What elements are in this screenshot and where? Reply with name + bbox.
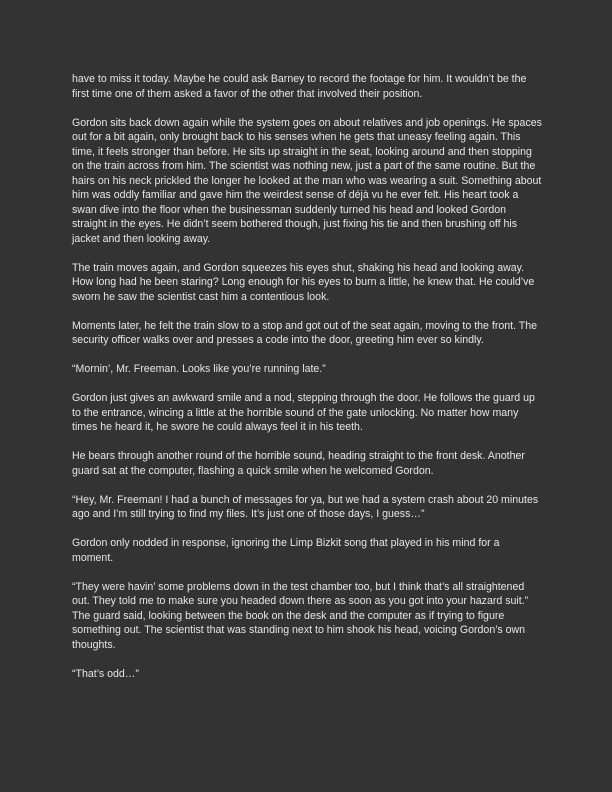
paragraph: Gordon only nodded in response, ignoring the Limp Bizkit song that played in his mind for a moment. (72, 537, 500, 564)
paragraph: Moments later, he felt the train slow to a stop and got out of the seat again, moving to the front. The security officer walks over and presses a code into the door, greeting him ever so kindly. (72, 319, 538, 346)
paragraph: Gordon just gives an awkward smile and a nod, stepping through the door. He follows the guard up to the entrance, wincing a little at the horrible sound of the gate unlocking. No matter how many times he heard it, he swore he could always feel it in his teeth. (72, 392, 535, 433)
paragraph: “Mornin’, Mr. Freeman. Looks like you’re running late.” (72, 363, 326, 375)
paragraph: The train moves again, and Gordon squeezes his eyes shut, shaking his head and looking away. How long had he been staring? Long enough for his eyes to burn a little, he knew that. He could’ve sworn he saw the scientist cast him a contentious look. (72, 261, 535, 303)
paragraph: have to miss it today. Maybe he could ask Barney to record the footage for him. It wouldn’t be the first time one of them asked a favor of the other that involved their position. (72, 73, 527, 100)
paragraph: “That’s odd…” (72, 667, 139, 680)
paragraph: “Hey, Mr. Freeman! I had a bunch of messages for ya, but we had a system crash about 20 minutes ago and I’m still trying to find my files. It’s just one of those days, I guess…” (72, 493, 539, 520)
paragraph: Gordon sits back down again while the system goes on about relatives and job openings. He spaces out for a bit again, only brought back to his senses when he gets that uneasy feeling again. This time, it feels stronger than before. He sits up straight in the seat, looking around and then stopping on the train across from him. The scientist was nothing new, just a part of the same routine. But the hairs on his neck prickled the longer he looked at the man who was wearing a suit. Something about him was oddly familiar and gave him the weirdest sense of déjà vu he ever felt. His heart took a swan dive into the floor when the businessman suddenly turned his head and looked Gordon straight in the eyes. He didn’t seem bothered though, just fixing his tie and then brushing off his jacket and then looking away. (72, 116, 542, 245)
paragraph: He bears through another round of the horrible sound, heading straight to the front desk. Another guard sat at the computer, flashing a quick smile when he welcomed Gordon. (72, 450, 525, 477)
paragraph: “They were havin’ some problems down in the test chamber too, but I think that’s all straightened out. They told me to make sure you headed down there as soon as you got into your hazard suit.” The guard said, looking between the book on the desk and the computer as if trying to figure something out. The scientist that was standing next to him shook his head, voicing Gordon’s own thoughts. (72, 580, 529, 651)
